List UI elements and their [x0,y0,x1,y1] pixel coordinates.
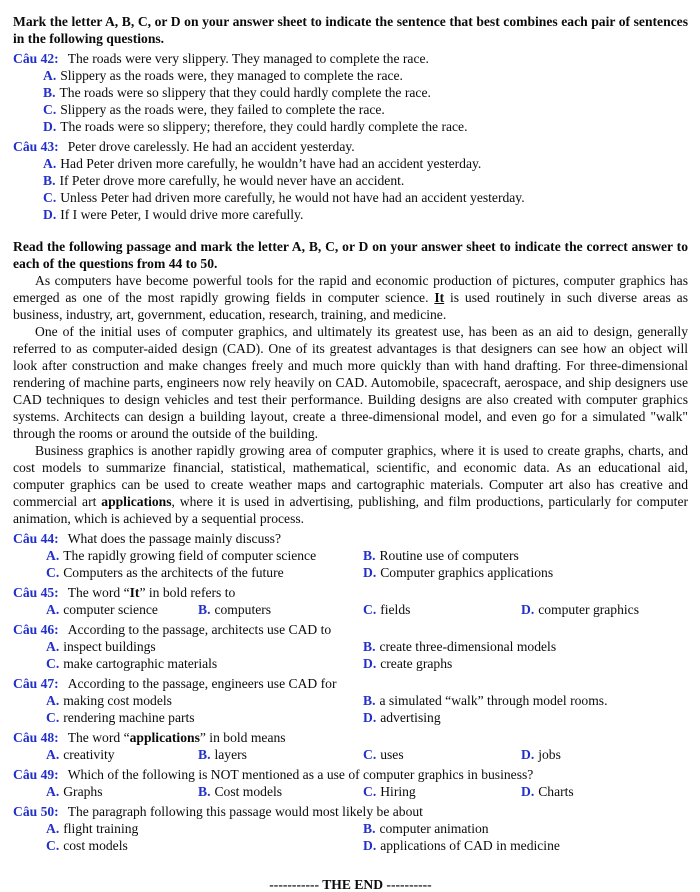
option-text [380,838,560,853]
text-segment: creativity [63,747,115,762]
text-segment: create graphs [380,656,453,671]
option-letter: D. [363,656,377,671]
option-letter: B. [43,173,56,188]
option-text [60,156,481,171]
option-text [60,68,403,83]
text-segment: As computers have become powerful tools for the rapid and economic production of pictures, computer graphics has emerged as one of the most rapidly growing fields in computer science. [13,273,688,305]
option-text [60,207,303,222]
text-segment: flight training [63,821,139,836]
text-segment: Peter drove carelessly. He had an accident yesterday. [67,139,355,154]
option-letter: B. [198,747,211,762]
option-text [380,710,440,725]
passage-paragraph [13,272,688,323]
option-letter: B. [363,548,376,563]
option-text [63,602,158,617]
option-text [214,602,271,617]
option-letter: B. [198,602,211,617]
answer-option [363,820,688,837]
passage-paragraph [13,442,688,527]
option-letter: D. [363,838,377,853]
option-text [379,821,488,836]
section-header-combine: Mark the letter A, B, C, or D on your answer sheet to indicate the sentence that best combines each pair of sentences in the following questions. [13,14,688,46]
answer-options [46,601,688,618]
option-letter: A. [43,156,57,171]
answer-option [46,820,363,837]
text-segment: Slippery as the roads were, they failed to complete the race. [60,102,385,117]
question [13,138,688,223]
option-letter: C. [363,602,377,617]
option-text [380,602,410,617]
text-segment: Computers as the architects of the future [63,565,284,580]
answer-options [13,67,688,135]
text-segment: Which of the following is NOT mentioned as a use of computer graphics in business? [67,767,534,782]
answer-option [46,547,363,564]
option-letter: C. [46,710,60,725]
answer-option [43,101,688,118]
option-text [380,747,403,762]
question [13,584,688,618]
question-stem [13,50,688,67]
question-number: Câu 45: [13,585,59,600]
text-segment: Unless Peter had driven more carefully, he would not have had an accident yesterday. [60,190,525,205]
answer-option [46,746,198,763]
option-letter: C. [363,747,377,762]
option-text [63,838,128,853]
text-segment: rendering machine parts [63,710,195,725]
answer-option [46,638,363,655]
text-segment: inspect buildings [63,639,156,654]
question-number: Câu 44: [13,531,59,546]
question-stem [13,621,688,638]
option-letter: D. [43,207,57,222]
text-segment: applications of CAD in medicine [380,838,560,853]
answer-option [198,746,363,763]
option-text [63,639,156,654]
answer-options [46,783,688,800]
answer-option [46,837,363,854]
answer-option [43,155,688,172]
answer-options [13,155,688,223]
option-text [60,119,467,134]
questions-combine [13,50,688,223]
answer-option [198,783,363,800]
option-letter: A. [46,784,60,799]
option-letter: C. [46,838,60,853]
text-segment: Computer graphics applications [380,565,554,580]
answer-options [46,638,688,672]
text-segment: Hiring [380,784,416,799]
question-number: Câu 46: [13,622,59,637]
text-segment: The word “ [67,585,130,600]
question-number: Câu 49: [13,767,59,782]
option-letter: D. [363,565,377,580]
text-segment: computer science [63,602,158,617]
text-segment: The paragraph following this passage would most likely be about [67,804,423,819]
option-letter: D. [43,119,57,134]
the-end-line: ----------- THE END ---------- [269,877,432,892]
option-letter: C. [46,656,60,671]
text-segment: According to the passage, engineers use CAD for [67,676,337,691]
answer-option [46,601,198,618]
option-letter: D. [521,784,535,799]
text-segment: computer graphics [538,602,640,617]
option-letter: C. [363,784,377,799]
answer-option [521,601,688,618]
option-letter: C. [43,190,57,205]
option-letter: A. [43,68,57,83]
option-letter: C. [43,102,57,117]
section-header-reading: Read the following passage and mark the letter A, B, C, or D on your answer sheet to indicate the correct answer to each of the questions from 44 to 50. [13,239,688,271]
option-text [63,821,138,836]
option-letter: A. [46,548,60,563]
option-letter: B. [363,693,376,708]
question-number: Câu 43: [13,139,59,154]
text-segment: computer animation [379,821,489,836]
option-text [63,710,194,725]
answer-option [198,601,363,618]
option-text [59,173,404,188]
option-text [214,784,282,799]
option-letter: A. [46,693,60,708]
question-stem [13,584,688,601]
answer-option [363,783,521,800]
text-segment: What does the passage mainly discuss? [67,531,281,546]
text-segment: fields [380,602,411,617]
question [13,766,688,800]
answer-option [363,564,688,581]
question-stem [13,138,688,155]
text-segment: Cost models [214,784,283,799]
option-text [538,602,639,617]
answer-option [43,67,688,84]
text-segment: The rapidly growing field of computer science [63,548,317,563]
text-segment: applications [101,494,172,509]
answer-option [43,189,688,206]
option-letter: D. [521,602,535,617]
answer-option [43,206,688,223]
option-letter: A. [46,747,60,762]
option-text [63,656,217,671]
passage-paragraph [13,323,688,442]
text-segment: If Peter drove more carefully, he would never have an accident. [59,173,405,188]
answer-option [363,601,521,618]
text-segment: uses [380,747,404,762]
question [13,675,688,726]
question-stem [13,803,688,820]
text-segment: a simulated “walk” through model rooms. [379,693,608,708]
answer-option [43,84,688,101]
text-segment: is used routinely in such diverse areas as business, industry, art, government, education, research, training, and medicine. [13,290,688,322]
option-text [63,565,283,580]
answer-options [46,820,688,854]
option-letter: A. [46,639,60,654]
text-segment: Slippery as the roads were, they managed to complete the race. [60,68,403,83]
text-segment: making cost models [63,693,172,708]
option-text [538,747,561,762]
text-segment: applications [129,730,200,745]
text-segment: It [129,585,140,600]
answer-option [521,783,688,800]
answer-options [46,692,688,726]
question-number: Câu 42: [13,51,59,66]
answer-option [363,638,688,655]
option-text [379,548,518,563]
option-text [59,85,430,100]
option-text [60,190,524,205]
option-text [63,693,172,708]
text-segment: cost models [63,838,128,853]
option-letter: D. [363,710,377,725]
option-text [63,747,114,762]
answer-option [363,655,688,672]
text-segment: make cartographic materials [63,656,218,671]
text-segment: If I were Peter, I would drive more carefully. [60,207,304,222]
option-letter: B. [363,821,376,836]
text-segment: jobs [538,747,561,762]
question-stem [13,766,688,783]
answer-option [363,837,688,854]
option-letter: B. [43,85,56,100]
text-segment: Charts [538,784,574,799]
text-segment: According to the passage, architects use CAD to [67,622,332,637]
text-segment: The roads were so slippery that they could hardly complete the race. [59,85,431,100]
text-segment: One of the initial uses of computer graphics, and ultimately its greatest use, has been as an aid to design, generally referred to as computer-aided design (CAD). One of its greatest advantages is that designers can see how an object will look after construction and make changes freely and much more quickly than with hand drafting. For three-dimensional rendering of machine parts, engineers now rely heavily on CAD. Automobile, spacecraft, aerospace, and ship designers use CAD techniques to design vehicles and test their performance. Building designs are also created with computer graphics systems. Architects can design a building layout, create a three-dimensional model, and even go for a simulated "walk" through the rooms or around the outside of the building. [13,324,688,441]
answer-option [43,118,688,135]
option-text [538,784,574,799]
text-segment: advertising [380,710,441,725]
text-segment: computers [214,602,272,617]
answer-option [46,564,363,581]
answer-option [46,655,363,672]
text-segment: ” in bold means [199,730,286,745]
option-letter: C. [46,565,60,580]
question [13,729,688,763]
question [13,530,688,581]
questions-reading [13,530,688,854]
option-letter: A. [46,821,60,836]
question [13,621,688,672]
option-text [63,784,102,799]
text-segment: Graphs [63,784,103,799]
question-stem [13,729,688,746]
question-number: Câu 50: [13,804,59,819]
option-text [380,656,452,671]
answer-option [46,692,363,709]
text-segment: The roads were so slippery; therefore, they could hardly complete the race. [60,119,468,134]
option-letter: B. [363,639,376,654]
option-text [60,102,385,117]
option-letter: D. [521,747,535,762]
question [13,50,688,135]
answer-option [46,709,363,726]
option-text [379,639,556,654]
answer-option [46,783,198,800]
question-stem [13,530,688,547]
option-text [380,784,416,799]
answer-option [363,692,688,709]
text-segment: It [434,290,445,305]
answer-option [363,709,688,726]
answer-option [363,746,521,763]
question [13,803,688,854]
text-segment: create three-dimensional models [379,639,557,654]
question-number: Câu 48: [13,730,59,745]
text-segment: Business graphics is another rapidly growing area of computer graphics, where it is used to create graphs, charts, and cost models to summarize financial, statistical, mathematical, scientific, and economic data. As an educational aid, computer graphics can be used to create weather maps and cartographic materials. Computer art also has creative and commercial art [13,443,688,509]
answer-option [521,746,688,763]
text-segment: layers [214,747,247,762]
option-letter: B. [198,784,211,799]
text-segment: ” in bold refers to [139,585,236,600]
reading-passage [13,272,688,527]
option-text [63,548,316,563]
option-letter: A. [46,602,60,617]
option-text [380,565,553,580]
text-segment: The word “ [67,730,130,745]
answer-option [363,547,688,564]
option-text [214,747,246,762]
option-text [379,693,607,708]
text-segment: Had Peter driven more carefully, he wouldn’t have had an accident yesterday. [60,156,482,171]
question-number: Câu 47: [13,676,59,691]
text-segment: The roads were very slippery. They managed to complete the race. [67,51,429,66]
answer-options [46,547,688,581]
question-stem [13,675,688,692]
text-segment: , where it is used in advertising, publishing, and film productions, particularly for computer animation, which is achieved by a sequential process. [13,494,689,526]
answer-option [43,172,688,189]
text-segment: Routine use of computers [379,548,519,563]
answer-options [46,746,688,763]
